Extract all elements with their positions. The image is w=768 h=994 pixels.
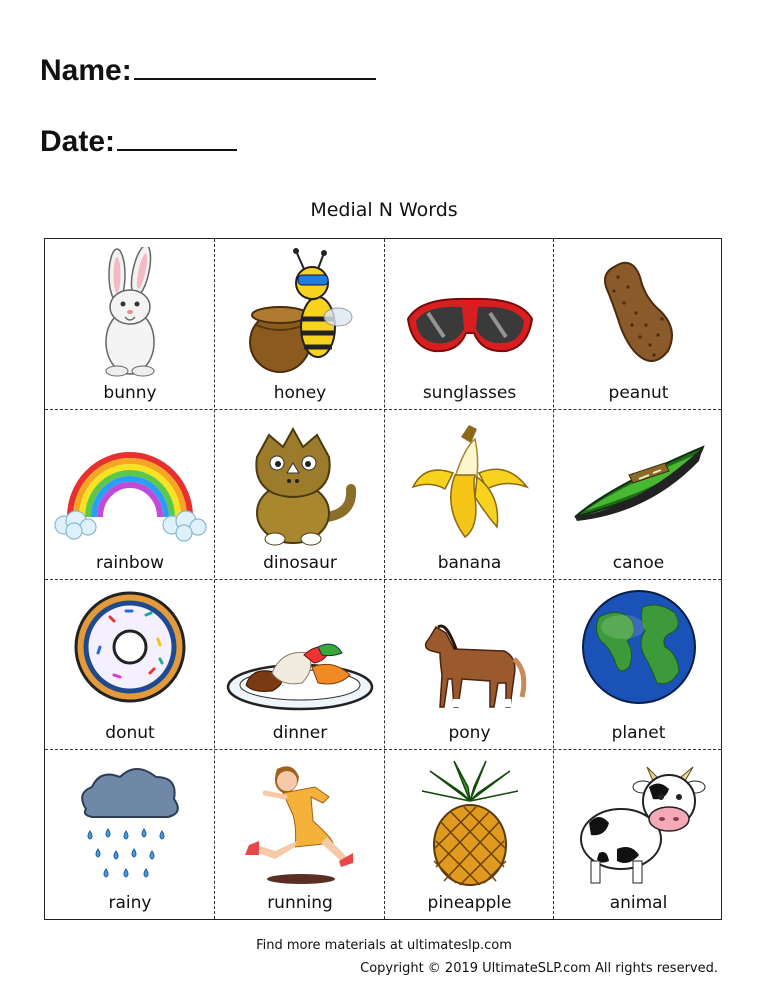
date-field[interactable] [40,123,237,157]
running-girl-icon [215,757,385,889]
word-card [385,239,554,409]
word-label: honey [273,383,327,403]
word-label: planet [611,723,666,743]
word-card [45,749,215,919]
donut-icon [45,587,215,719]
peanut-icon [554,247,723,379]
word-card [554,409,723,579]
name-blank-line[interactable] [134,52,376,80]
word-card [385,749,554,919]
rain-cloud-icon [45,757,215,889]
word-label: banana [437,553,502,573]
bunny-icon [45,247,215,379]
sunglasses-icon [385,247,554,379]
word-card [554,749,723,919]
word-label: canoe [612,553,665,573]
word-label: running [267,893,333,913]
word-card [554,239,723,409]
dinosaur-icon [215,417,385,549]
word-label: rainy [108,893,152,913]
honey-bee-icon [215,247,385,379]
word-card [215,409,385,579]
date-label: Date: [40,125,116,158]
picture-card-grid [44,238,722,920]
word-label: dinosaur [263,553,337,573]
word-card [554,579,723,749]
pony-icon [385,587,554,719]
word-card [215,749,385,919]
word-label: rainbow [96,553,164,573]
word-label: pineapple [427,893,512,913]
word-card [45,239,215,409]
pineapple-icon [385,757,554,889]
word-label: peanut [608,383,669,403]
canoe-icon [554,417,723,549]
word-card [215,579,385,749]
dinner-plate-icon [215,587,385,719]
word-card [45,409,215,579]
date-blank-line[interactable] [117,123,237,151]
banana-icon [385,417,554,549]
word-card [385,579,554,749]
name-label: Name: [40,54,132,87]
word-label: dinner [272,723,328,743]
worksheet-title: Medial N Words [310,199,458,221]
word-label: sunglasses [422,383,517,403]
word-card [385,409,554,579]
word-label: bunny [103,383,157,403]
word-label: animal [609,893,668,913]
footer-copyright: Copyright © 2019 UltimateSLP.com All rights reserved. [360,961,718,976]
word-card [215,239,385,409]
footer-materials-note: Find more materials at ultimateslp.com [256,938,512,953]
word-label: pony [448,723,491,743]
rainbow-icon [45,417,215,549]
word-card [45,579,215,749]
cow-icon [554,757,723,889]
word-label: donut [105,723,155,743]
planet-icon [554,587,723,719]
name-field[interactable] [40,52,376,86]
